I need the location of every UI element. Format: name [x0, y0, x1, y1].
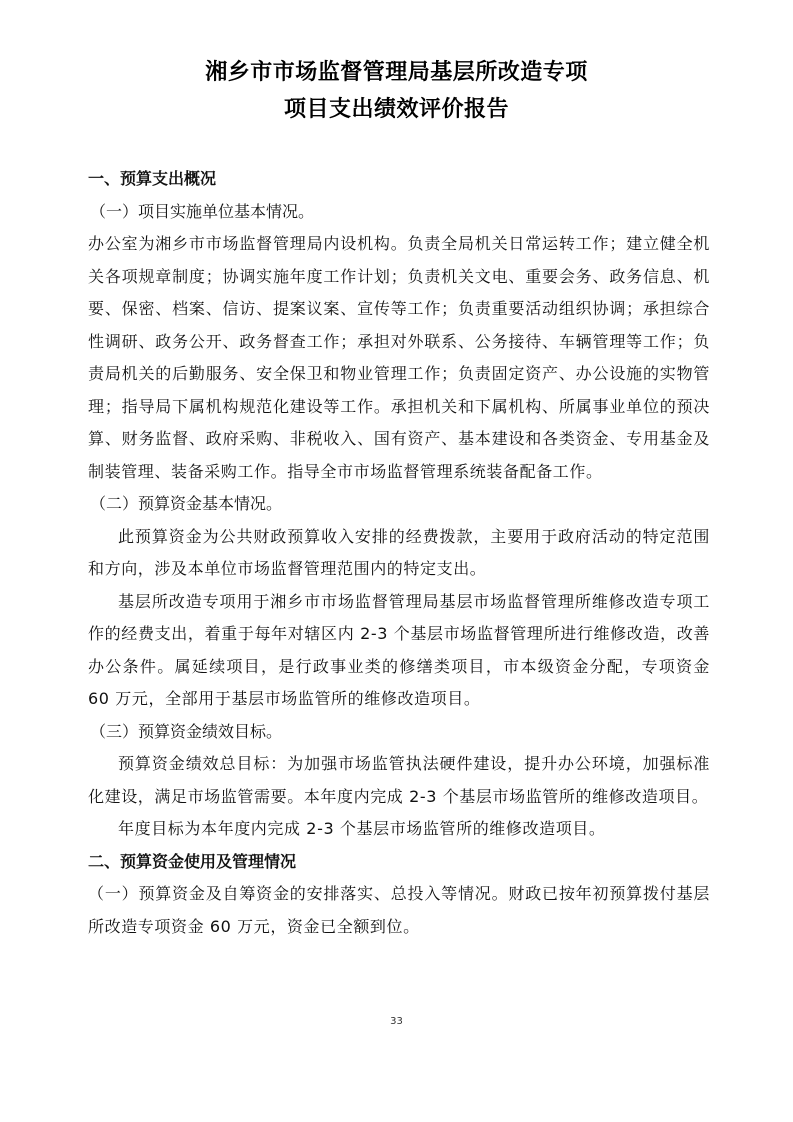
section-1-paragraph-3: 基层所改造专项用于湘乡市市场监督管理局基层市场监督管理所维修改造专项工作的经费支出，着重于每年对辖区内 2-3 个基层市场监督管理所进行维修改造，改善办公条件。属延续项目，是行政事业类的修缮类项目，市本级资金分配，专项资金 60 万元，全部用于基层市场监管所的维修改造项目。	[88, 591, 710, 708]
section-1-subheading-1: （一）项目实施单位基本情况。	[90, 201, 315, 221]
section-1-paragraph-5: 年度目标为本年度内完成 2-3 个基层市场监管所的维修改造项目。	[118, 819, 606, 838]
page-number: 33	[390, 1016, 403, 1027]
section-1-subheading-2: （二）预算资金基本情况。	[90, 494, 283, 513]
section-2-heading: 二、预算资金使用及管理情况	[88, 851, 297, 871]
section-1-heading: 一、预算支出概况	[88, 169, 217, 188]
document-title-line-1: 湘乡市市场监督管理局基层所改造专项	[205, 59, 588, 85]
document-body	[88, 163, 710, 943]
section-1-paragraph-1: 办公室为湘乡市市场监督管理局内设机构。负责全局机关日常运转工作；建立健全机关各项规章制度；协调实施年度工作计划；负责机关文电、重要会务、政务信息、机要、保密、档案、信访、提案议案、宣传等工作；负责重要活动组织协调；承担综合性调研、政务公开、政务督查工作；承担对外联系、公务接待、车辆管理等工作；负责局机关的后勤服务、安全保卫和物业管理工作；负责固定资产、办公设施的实物管理；指导局下属机构规范化建设等工作。承担机关和下属机构、所属事业单位的预决算、财务监督、政府采购、非税收入、国有资产、基本建设和各类资金、专用基金及制装管理、装备采购工作。指导全市市场监督管理系统装备配备工作。	[88, 234, 710, 481]
document-title-line-2: 项目支出绩效评价报告	[283, 96, 509, 122]
section-1-paragraph-2: 此预算资金为公共财政预算收入安排的经费拨款，主要用于政府活动的特定范围和方向，涉及本单位市场监督管理范围内的特定支出。	[88, 526, 710, 578]
section-2-paragraph-1: （一）预算资金及自筹资金的安排落实、总投入等情况。财政已按年初预算拨付基层所改造专项资金 60 万元，资金已全额到位。	[88, 884, 710, 936]
section-1-subheading-3: （三）预算资金绩效目标。	[90, 721, 283, 741]
section-1-paragraph-4: 预算资金绩效总目标：为加强市场监管执法硬件建设，提升办公环境，加强标准化建设，满足市场监管需要。本年度内完成 2-3 个基层市场监管所的维修改造项目。	[88, 754, 710, 806]
